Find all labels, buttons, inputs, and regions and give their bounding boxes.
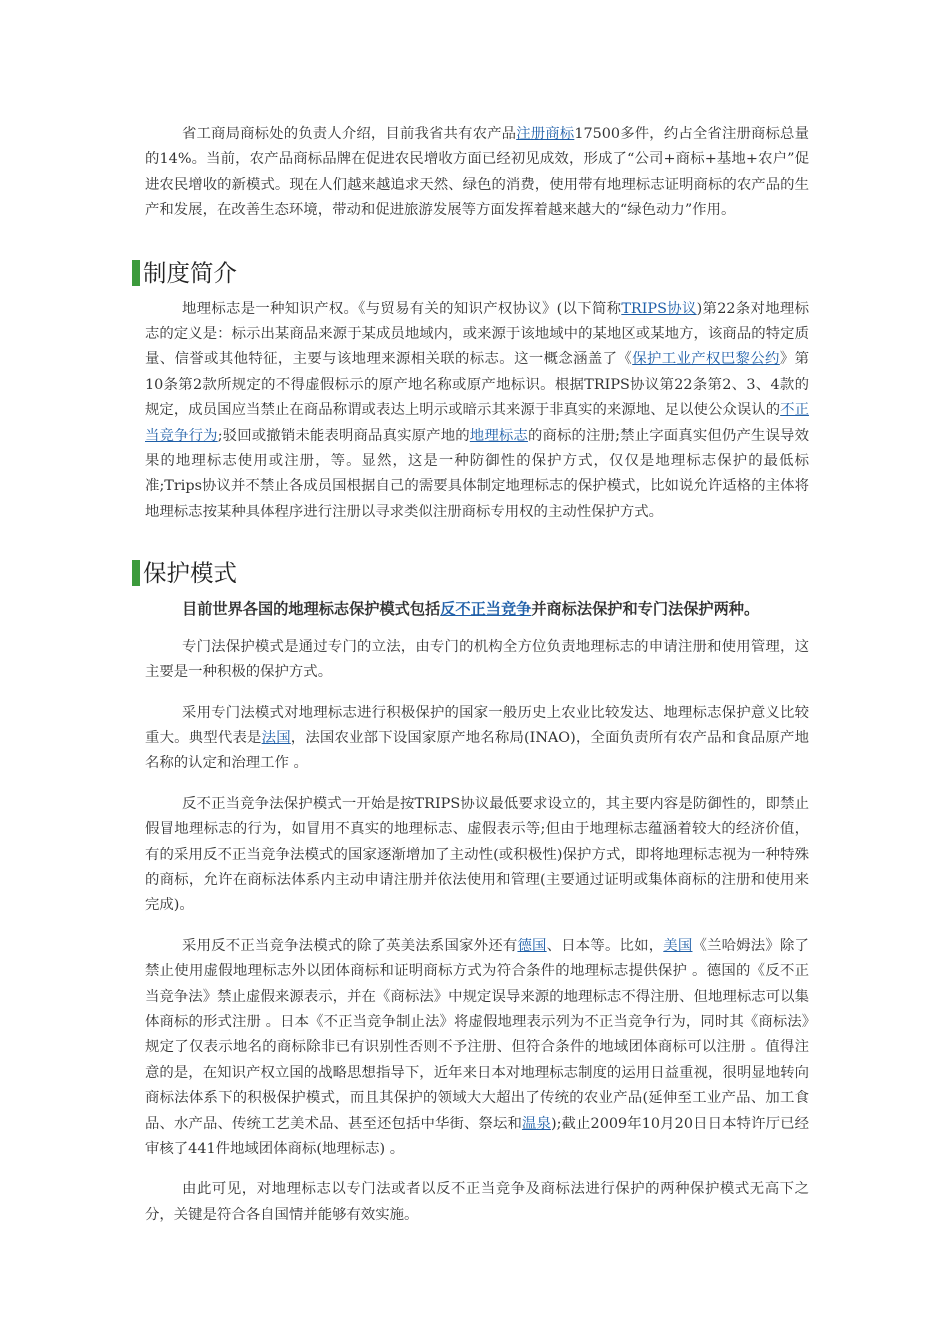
text: 采用专门法模式对地理标志进行积极保护的国家一般历史上农业比较发达、地理标志保护意义比较重大。典型代表是 <box>145 704 809 746</box>
lead-sentence <box>145 597 809 622</box>
text: 《兰哈姆法》除了禁止使用虚假地理标志外以团体商标和证明商标方式为符合条件的地理标志提供保护 。德国的《反不正当竞争法》禁止虚假来源表示，并在《商标法》中规定误导来源的地理标志不得注册、但地理标志可以集体商标的形式注册 。日本《不正当竞争制止法》将虚假地理表示列为不正当竞争行为，同时其《商标法》规定了仅表示地名的商标除非已有识别性否则不予注册、但符合条件的地域团体商标可以注册 。值得注意的是，在知识产权立国的战略思想指导下，近年来日本对地理标志制度的运用日益重视，很明显地转向商标法体系下的积极保护模式，而且其保护的领域大大超出了传统的农业产品(延伸至工业产品、加工食品、水产品、传统工艺美术品、甚至还包括中华街、祭坛和 <box>145 937 809 1132</box>
link-trips[interactable]: TRIPS协议 <box>621 300 697 317</box>
conclusion-paragraph: 由此可见，对地理标志以专门法或者以反不正当竞争及商标法进行保护的两种保护模式无高下之分，关键是符合各自国情并能够有效实施。 <box>145 1181 809 1223</box>
countries-paragraph <box>145 934 809 1163</box>
system-intro-paragraph <box>145 297 809 526</box>
heading-text: 保护模式 <box>143 559 237 588</box>
heading-bar <box>132 260 140 286</box>
intro-paragraph <box>145 122 809 224</box>
text: )第22条对地理标志的定义是：标示出某商品来源于某成员地域内，或来源于该地域中的某地区或某地方，该商品的特定质量、信誉或其他特征，主要与该地理来源相关联的标志。这一概念涵盖了《 <box>145 300 809 368</box>
link-paris-convention[interactable]: 保护工业产权巴黎公约 <box>632 351 780 368</box>
link-germany[interactable]: 德国 <box>517 937 547 954</box>
link-registered-trademark[interactable]: 注册商标 <box>516 126 575 142</box>
text: 、日本等。比如， <box>546 937 664 954</box>
link-geographical-indication[interactable]: 地理标志 <box>469 427 528 444</box>
section-heading-system-intro <box>145 257 809 289</box>
text: ，法国农业部下设国家原产地名称局(INAO)，全面负责所有农产品和食品原产地名称的认定和治理工作 。 <box>145 729 809 772</box>
unfair-competition-paragraph: 反不正当竞争法保护模式一开始是按TRIPS协议最低要求设立的，其主要内容是防御性的，即禁止假冒地理标志的行为，如冒用不真实的地理标志、虚假表示等;但由于地理标志蕴涵着较大的经济价值，有的采用反不正当竞争法模式的国家逐渐增加了主动性(或积极性)保护方式，即将地理标志视为一种特殊的商标，允许在商标法体系内主动申请注册并依法使用和管理(主要通过证明或集体商标的注册和使用来完成)。 <box>145 795 809 914</box>
special-law-paragraph: 专门法保护模式是通过专门的立法，由专门的机构全方位负责地理标志的申请注册和使用管理，这主要是一种积极的保护方式。 <box>145 638 809 681</box>
heading-text: 制度简介 <box>143 258 237 287</box>
link-france[interactable]: 法国 <box>261 729 291 746</box>
text: 的商标的注册;禁止字面真实但仍产生误导效果的地理标志使用或注册，等。显然，这是一种防御性的保护方式，仅仅是地理标志保护的最低标准;Trips协议并不禁止各成员国根据自己的需要具体制定地理标志的保护模式，比如说允许适格的主体将地理标志按某种具体程序进行注册以寻求类似注册商标专用权的主动性保护方式。 <box>145 427 809 520</box>
article <box>145 122 809 1228</box>
link-usa[interactable]: 美国 <box>663 937 693 954</box>
text: 17500多件，约占全省注册商标总量的14%。当前，农产品商标品牌在促进农民增收方面已经初见成效，形成了“公司+商标+基地+农户”促进农民增收的新模式。现在人们越来越追求天然、绿色的消费，使用带有地理标志证明商标的农产品的生产和发展，在改善生态环境，带动和促进旅游发展等方面发挥着越来越大的“绿色动力”作用。 <box>145 126 809 219</box>
france-paragraph <box>145 701 809 777</box>
text: 地理标志是一种知识产权。《与贸易有关的知识产权协议》(以下简称 <box>182 300 622 317</box>
section-heading-protection-modes <box>145 557 809 589</box>
link-hot-spring[interactable]: 温泉 <box>521 1115 551 1132</box>
text: 省工商局商标处的负责人介绍，目前我省共有农产品 <box>182 126 517 142</box>
text: 目前世界各国的地理标志保护模式包括 <box>182 600 441 619</box>
link-anti-unfair-competition[interactable]: 反不正当竞争 <box>440 600 532 619</box>
text: );截止2009年10月20日日本特许厅已经审核了441件地域团体商标(地理标志) 。 <box>145 1115 809 1157</box>
text: 》第10条第2款所规定的不得虚假标示的原产地名称或原产地标识。根据TRIPS协议第22条第2、3、4款的规定，成员国应当禁止在商品称谓或表达上明示或暗示其来源于非真实的来源地、足以使公众误认的 <box>145 351 809 419</box>
text: ;驳回或撤销未能表明商品真实原产地的 <box>217 427 470 444</box>
text: 并商标法保护和专门法保护两种。 <box>531 600 760 619</box>
heading-bar <box>132 560 140 586</box>
text: 采用反不正当竞争法模式的除了英美法系国家外还有 <box>182 937 518 954</box>
link-unfair-competition[interactable]: 不正当竞争行为 <box>145 402 809 444</box>
